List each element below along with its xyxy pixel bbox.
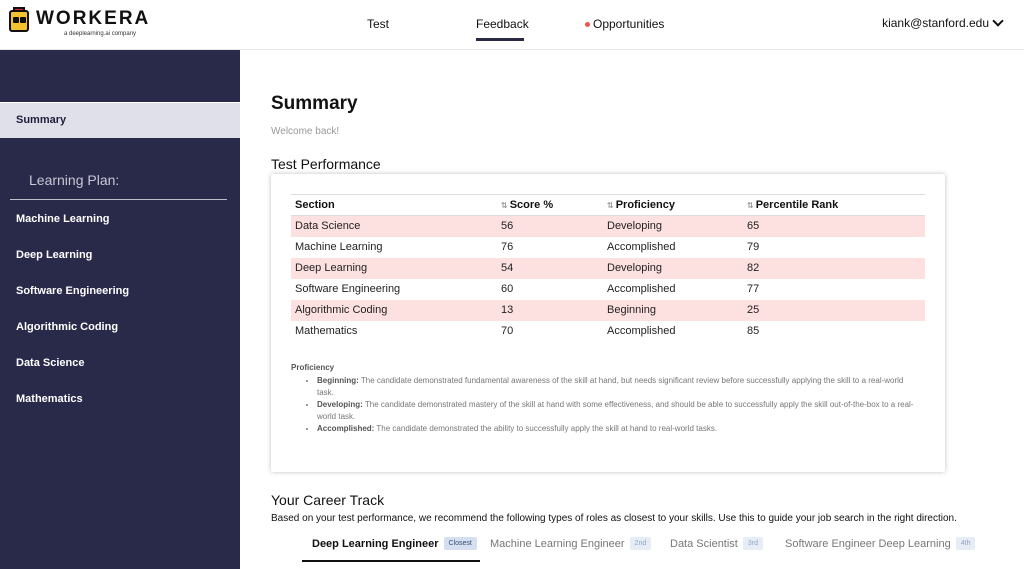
nav-feedback[interactable]: Feedback — [476, 17, 529, 31]
cell-score: 54 — [497, 258, 603, 279]
cell-proficiency: Accomplished — [607, 325, 676, 337]
rank-badge: Closest — [444, 537, 477, 550]
table-row — [291, 216, 925, 237]
header-section: Section — [291, 195, 497, 216]
top-bar — [0, 0, 1024, 50]
nav-opportunities[interactable] — [585, 17, 664, 31]
sort-icon: ⇅ — [501, 201, 508, 210]
welcome-text: Welcome back! — [271, 126, 340, 137]
sidebar-item-mathematics[interactable]: Mathematics — [16, 393, 83, 405]
proficiency-legend — [291, 362, 921, 435]
cell-score: 60 — [501, 283, 514, 295]
legend-title: Proficiency — [291, 363, 335, 372]
career-track-title: Your Career Track — [271, 492, 385, 508]
learning-plan-heading: Learning Plan: — [29, 172, 120, 188]
header-score[interactable]: ⇅ Score % — [497, 195, 603, 216]
performance-table — [291, 194, 925, 342]
cell-section: Software Engineering — [295, 283, 401, 295]
tab-active-indicator — [302, 560, 480, 562]
table-row — [291, 279, 925, 300]
page-title: Summary — [271, 93, 358, 114]
sidebar-item-machine-learning[interactable]: Machine Learning — [16, 213, 110, 225]
rank-badge: 4th — [956, 537, 976, 550]
header-proficiency[interactable]: ⇅ Proficiency — [603, 195, 743, 216]
cell-section: Machine Learning — [295, 241, 383, 253]
chevron-down-icon — [992, 15, 1003, 26]
sidebar-item-algorithmic-coding[interactable]: Algorithmic Coding — [16, 321, 119, 333]
logo-mascot-icon — [8, 8, 30, 32]
sidebar-divider — [10, 199, 227, 200]
test-performance-card — [271, 174, 945, 472]
cell-percentile: 77 — [747, 283, 760, 295]
rank-badge: 3rd — [743, 537, 763, 550]
sidebar-item-label: Summary — [16, 114, 67, 126]
cell-proficiency: Beginning — [603, 300, 743, 321]
cell-section: Data Science — [291, 216, 497, 237]
table-row — [291, 300, 925, 321]
table-row — [291, 237, 925, 258]
table-header-row — [291, 195, 925, 216]
user-menu[interactable] — [882, 16, 1002, 30]
workera-logo[interactable] — [8, 8, 150, 37]
cell-score: 70 — [501, 325, 514, 337]
cell-proficiency: Accomplished — [607, 241, 676, 253]
table-row — [291, 258, 925, 279]
sidebar-item-deep-learning[interactable]: Deep Learning — [16, 249, 93, 261]
table-row — [291, 321, 925, 342]
sort-icon: ⇅ — [607, 201, 614, 210]
tab-data-scientist[interactable]: Data Scientist 3rd — [670, 537, 763, 550]
header-percentile[interactable]: ⇅ Percentile Rank — [743, 195, 925, 216]
cell-score: 56 — [497, 216, 603, 237]
cell-percentile: 79 — [747, 241, 760, 253]
sort-icon: ⇅ — [747, 201, 754, 210]
career-description: Based on your test performance, we recommend the following types of roles as closest to your skills. Use this to guide your job search in the right direction. — [271, 513, 957, 524]
legend-item: • Developing: The candidate demonstrated mastery of the skill at hand with some effectiveness, and should be able to successfully apply the skill out-of-the-box to a real-world task. — [317, 399, 921, 423]
cell-score: 13 — [497, 300, 603, 321]
user-email: kiank@stanford.edu — [882, 16, 989, 30]
cell-section: Deep Learning — [291, 258, 497, 279]
cell-percentile: 85 — [747, 325, 760, 337]
brand-name: WORKERA — [36, 8, 151, 29]
sidebar-item-data-science[interactable]: Data Science — [16, 357, 85, 369]
cell-proficiency: Developing — [603, 258, 743, 279]
cell-proficiency: Accomplished — [607, 283, 676, 295]
cell-proficiency: Developing — [603, 216, 743, 237]
cell-score: 76 — [501, 241, 514, 253]
sidebar-item-software-engineering[interactable]: Software Engineering — [16, 285, 130, 297]
legend-item: • Beginning: The candidate demonstrated fundamental awareness of the skill at hand, but needs significant review before successfully applying the skill to a real-world task. — [317, 375, 921, 399]
rank-badge: 2nd — [630, 537, 652, 550]
cell-percentile: 65 — [743, 216, 925, 237]
cell-section: Mathematics — [295, 325, 358, 337]
test-performance-title: Test Performance — [271, 156, 381, 172]
tab-deep-learning-engineer[interactable]: Deep Learning Engineer Closest — [312, 537, 477, 550]
legend-item: • Accomplished: The candidate demonstrated the ability to successfully apply the skill at hand to real-world tasks. — [317, 423, 921, 435]
brand-tagline: a deeplearning.ai company — [64, 31, 137, 37]
sidebar-item-summary[interactable] — [0, 102, 240, 138]
cell-section: Algorithmic Coding — [291, 300, 497, 321]
notification-dot-icon — [585, 22, 590, 27]
tab-machine-learning-engineer[interactable]: Machine Learning Engineer 2nd — [490, 537, 651, 550]
cell-percentile: 25 — [743, 300, 925, 321]
nav-test[interactable]: Test — [367, 17, 390, 31]
cell-percentile: 82 — [743, 258, 925, 279]
sidebar — [0, 50, 240, 569]
main-content — [240, 50, 1024, 569]
nav-active-indicator — [476, 38, 524, 41]
tab-software-engineer-deep-learning[interactable]: Software Engineer Deep Learning 4th — [785, 537, 975, 550]
nav-opportunities-label: Opportunities — [593, 17, 665, 31]
